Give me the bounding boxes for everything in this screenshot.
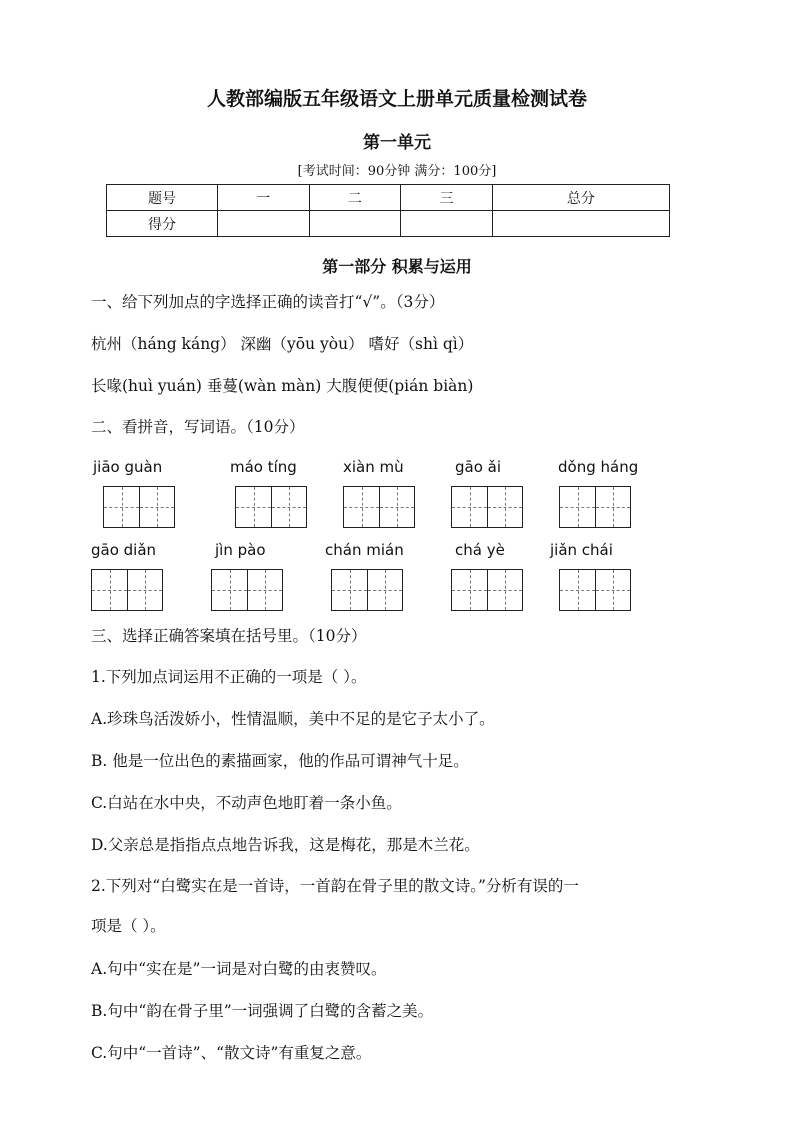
q1-option-a: A.珍珠鸟活泼娇小，性情温顺，美中不足的是它子太小了。 [91, 710, 495, 728]
section1-line1: 杭州（háng káng） 深幽（yōu yòu） 嗜好（shì qì） [91, 335, 474, 353]
score-cell: 一 [218, 185, 310, 211]
score-input-cell[interactable] [492, 211, 669, 237]
grid-cell[interactable] [127, 570, 162, 610]
writing-grid[interactable] [103, 486, 175, 528]
q1-option-d: D.父亲总是指指点点地告诉我，这是梅花，那是木兰花。 [91, 836, 480, 854]
pinyin-label: chán mián [325, 541, 404, 559]
question-2-cont: 项是（ ）。 [91, 917, 166, 935]
exam-meta: [考试时间：90分钟 满分：100分] [297, 164, 497, 179]
question-1: 1.下列加点词运用不正确的一项是（ ）。 [91, 668, 367, 686]
q1-option-b: B. 他是一位出色的素描画家，他的作品可谓神气十足。 [91, 752, 469, 770]
q1-option-c: C.白站在水中央，不动声色地盯着一条小鱼。 [91, 794, 402, 812]
writing-grid[interactable] [343, 486, 415, 528]
grid-cell[interactable] [367, 570, 402, 610]
score-cell: 得分 [107, 211, 218, 237]
score-cell: 三 [401, 185, 493, 211]
score-input-cell[interactable] [218, 211, 310, 237]
pinyin-label: jiǎn chái [550, 541, 613, 559]
pinyin-label: jiāo guàn [93, 458, 163, 476]
writing-grid[interactable] [91, 569, 163, 611]
score-cell: 二 [309, 185, 401, 211]
grid-cell[interactable] [595, 570, 630, 610]
writing-grid[interactable] [331, 569, 403, 611]
writing-grid[interactable] [211, 569, 283, 611]
pinyin-label: dǒng háng [558, 458, 639, 476]
grid-cell[interactable] [379, 487, 414, 527]
part-title: 第一部分 积累与运用 [322, 257, 472, 276]
pinyin-label: chá yè [455, 541, 505, 559]
grid-cell[interactable] [212, 570, 247, 610]
score-table-header-row [107, 185, 670, 211]
pinyin-label: gāo diǎn [91, 541, 157, 559]
section1-line2: 长喙(huì yuán) 垂蔓(wàn màn) 大腹便便(pián biàn) [91, 377, 474, 395]
score-input-cell[interactable] [401, 211, 493, 237]
pinyin-label: máo tíng [230, 458, 297, 476]
grid-cell[interactable] [271, 487, 306, 527]
q2-option-b: B.句中“韵在骨子里”一词强调了白鹭的含蓄之美。 [91, 1002, 434, 1020]
q2-option-a: A.句中“实在是”一词是对白鹭的由衷赞叹。 [91, 960, 387, 978]
writing-grid[interactable] [451, 486, 523, 528]
score-cell: 总分 [492, 185, 669, 211]
score-table [106, 184, 670, 237]
pinyin-label: jìn pào [215, 541, 266, 559]
grid-cell[interactable] [560, 570, 595, 610]
grid-cell[interactable] [595, 487, 630, 527]
section3-heading: 三、选择正确答案填在括号里。（10分） [91, 627, 367, 645]
writing-grid[interactable] [235, 486, 307, 528]
grid-cell[interactable] [247, 570, 282, 610]
grid-cell[interactable] [236, 487, 271, 527]
grid-cell[interactable] [344, 487, 379, 527]
exam-title: 人教部编版五年级语文上册单元质量检测试卷 [206, 88, 587, 110]
pinyin-label: gāo ǎi [455, 458, 502, 476]
score-cell: 题号 [107, 185, 218, 211]
grid-cell[interactable] [452, 570, 487, 610]
grid-cell[interactable] [332, 570, 367, 610]
grid-cell[interactable] [452, 487, 487, 527]
score-input-cell[interactable] [309, 211, 401, 237]
writing-grid[interactable] [559, 486, 631, 528]
writing-grid[interactable] [451, 569, 523, 611]
grid-cell[interactable] [487, 487, 522, 527]
section1-heading: 一、给下列加点的字选择正确的读音打“√”。（3分） [91, 293, 445, 311]
grid-cell[interactable] [487, 570, 522, 610]
pinyin-label: xiàn mù [343, 458, 404, 476]
grid-cell[interactable] [139, 487, 174, 527]
q2-option-c: C.句中“一首诗”、“散文诗”有重复之意。 [91, 1044, 372, 1062]
section2-heading: 二、看拼音，写词语。（10分） [91, 418, 305, 436]
score-table-score-row [107, 211, 670, 237]
grid-cell[interactable] [92, 570, 127, 610]
grid-cell[interactable] [560, 487, 595, 527]
writing-grid[interactable] [559, 569, 631, 611]
grid-cell[interactable] [104, 487, 139, 527]
question-2: 2.下列对“白鹭实在是一首诗，一首韵在骨子里的散文诗。”分析有误的一 [91, 877, 579, 895]
unit-title: 第一单元 [363, 133, 431, 153]
